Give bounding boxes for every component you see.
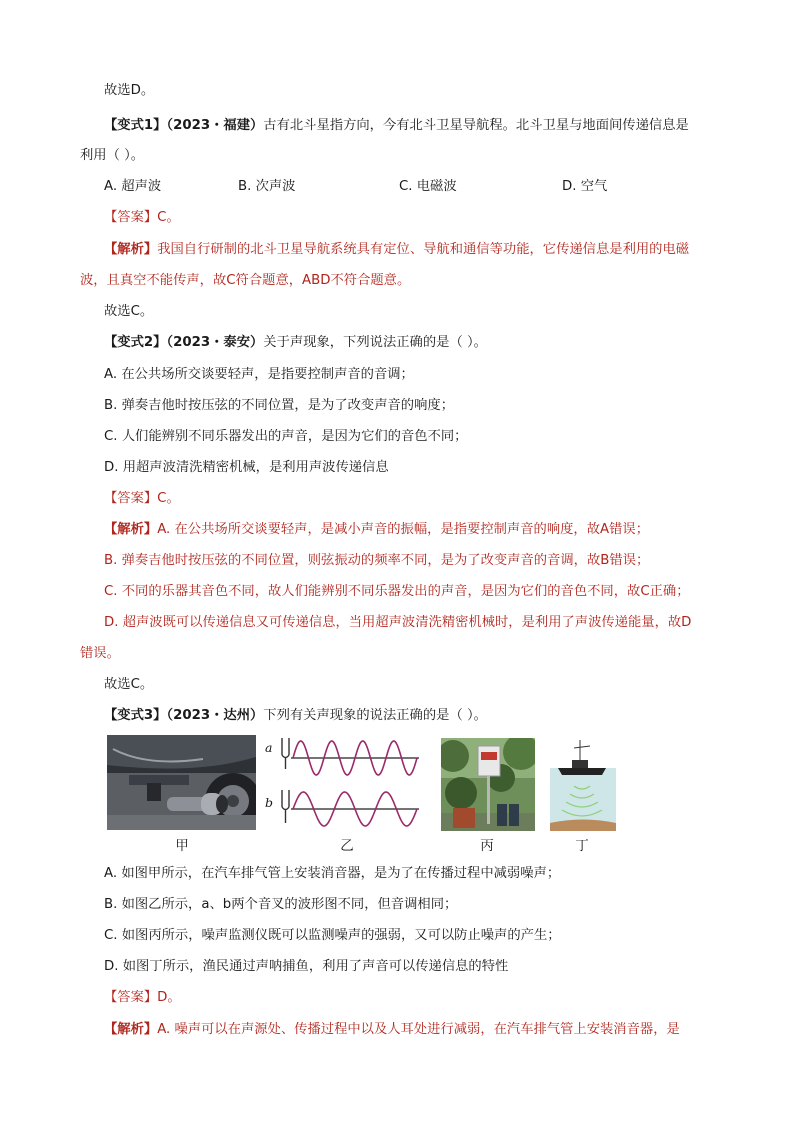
question-2-header bbox=[104, 334, 487, 352]
question-3-text: 下列有关声现象的说法正确的是（ ）。 bbox=[263, 708, 487, 723]
question-3-explanation bbox=[104, 1021, 680, 1039]
question-1-option-a: A. 超声波 bbox=[104, 179, 162, 194]
question-2-text: 关于声现象，下列说法正确的是（ ）。 bbox=[263, 335, 487, 350]
caption-bing: 丙 bbox=[480, 838, 494, 854]
question-3-tag: 【变式3】 bbox=[104, 708, 167, 723]
question-2-explanation-d: D. 超声波既可以传递信息又可传递信息，当用超声波清洗精密机械时，是利用了声波传递能量，故D bbox=[104, 615, 692, 630]
figure-yi-waveforms bbox=[263, 735, 425, 830]
question-2-explanation-a: A. 在公共场所交谈要轻声，是减小声音的振幅，是指要控制声音的响度，故A错误； bbox=[157, 522, 649, 537]
question-3-answer: 【答案】D。 bbox=[104, 990, 181, 1005]
figure-ding-sonar-fishing bbox=[550, 738, 616, 831]
question-3-option-d: D. 如图丁所示，渔民通过声呐捕鱼，利用了声音可以传递信息的特性 bbox=[104, 959, 509, 974]
wave-label-b: b bbox=[265, 795, 274, 810]
question-1-explanation-text: 我国自行研制的北斗卫星导航系统具有定位、导航和通信等功能，它传递信息是利用的电磁 bbox=[157, 242, 690, 257]
wave-label-a: a bbox=[265, 740, 273, 755]
tuning-fork-waveforms bbox=[263, 735, 425, 830]
caption-ding: 丁 bbox=[575, 838, 589, 854]
question-2-source: （2023・泰安） bbox=[166, 335, 264, 350]
question-3-option-a: A. 如图甲所示，在汽车排气管上安装消音器，是为了在传播过程中减弱噪声； bbox=[104, 866, 561, 881]
question-3-explanation-text: A. 噪声可以在声源处、传播过程中以及人耳处进行减弱，在汽车排气管上安装消音器，是 bbox=[157, 1022, 680, 1037]
question-1-explanation bbox=[104, 241, 689, 259]
question-2-explanation-c: C. 不同的乐器其音色不同，故人们能辨别不同乐器发出的声音，是因为它们的音色不同，故C正确； bbox=[104, 584, 690, 599]
question-2-option-c: C. 人们能辨别不同乐器发出的声音，是因为它们的音色不同； bbox=[104, 429, 468, 444]
question-3-header bbox=[104, 707, 487, 725]
question-1-conclusion: 故选C。 bbox=[104, 304, 154, 319]
noise-monitor-illustration bbox=[441, 738, 535, 831]
question-1-option-d: D. 空气 bbox=[562, 179, 608, 194]
question-1-option-b: B. 次声波 bbox=[238, 179, 296, 194]
question-2-answer: 【答案】C。 bbox=[104, 491, 180, 506]
caption-yi: 乙 bbox=[340, 838, 354, 854]
question-3-explanation-tag: 【解析】 bbox=[104, 1022, 158, 1037]
question-1-explanation-cont: 波，且真空不能传声，故C符合题意，ABD不符合题意。 bbox=[80, 273, 411, 288]
question-2-explanation-cont: 错误。 bbox=[80, 646, 120, 661]
question-2-option-d: D. 用超声波清洗精密机械，是利用声波传递信息 bbox=[104, 460, 389, 475]
question-1-source: （2023・福建） bbox=[166, 118, 264, 133]
question-1-answer: 【答案】C。 bbox=[104, 210, 180, 225]
sonar-boat-illustration bbox=[550, 738, 616, 831]
question-1-explanation-tag: 【解析】 bbox=[104, 242, 158, 257]
question-2-option-a: A. 在公共场所交谈要轻声，是指要控制声音的音调； bbox=[104, 367, 414, 382]
question-2-tag: 【变式2】 bbox=[104, 335, 167, 350]
question-2-option-b: B. 弹奏吉他时按压弦的不同位置，是为了改变声音的响度； bbox=[104, 398, 454, 413]
question-1-text-cont: 利用（ ）。 bbox=[80, 148, 145, 163]
tuning-fork-b-icon bbox=[282, 790, 289, 823]
question-2-conclusion: 故选C。 bbox=[104, 677, 154, 692]
question-3-source: （2023・达州） bbox=[166, 708, 264, 723]
question-2-explanation bbox=[104, 521, 649, 539]
tuning-fork-a-icon bbox=[282, 738, 289, 769]
question-3-option-c: C. 如图丙所示，噪声监测仪既可以监测噪声的强弱，又可以防止噪声的产生； bbox=[104, 928, 561, 943]
question-1-tag: 【变式1】 bbox=[104, 118, 167, 133]
question-1-header bbox=[104, 117, 689, 135]
question-2-explanation-b: B. 弹奏吉他时按压弦的不同位置，则弦振动的频率不同，是为了改变声音的音调，故B错误； bbox=[104, 553, 650, 568]
figure-bing-noise-monitor bbox=[441, 738, 535, 831]
question-2-explanation-tag: 【解析】 bbox=[104, 522, 158, 537]
question-1-option-c: C. 电磁波 bbox=[399, 179, 457, 194]
question-3-option-b: B. 如图乙所示，a、b两个音叉的波形图不同，但音调相同； bbox=[104, 897, 458, 912]
conclusion-line: 故选D。 bbox=[104, 83, 155, 98]
car-exhaust-illustration bbox=[107, 735, 256, 830]
figure-jia-car-exhaust bbox=[107, 735, 256, 830]
caption-jia: 甲 bbox=[175, 838, 189, 854]
question-1-text: 古有北斗星指方向，今有北斗卫星导航程。北斗卫星与地面间传递信息是 bbox=[263, 118, 689, 133]
